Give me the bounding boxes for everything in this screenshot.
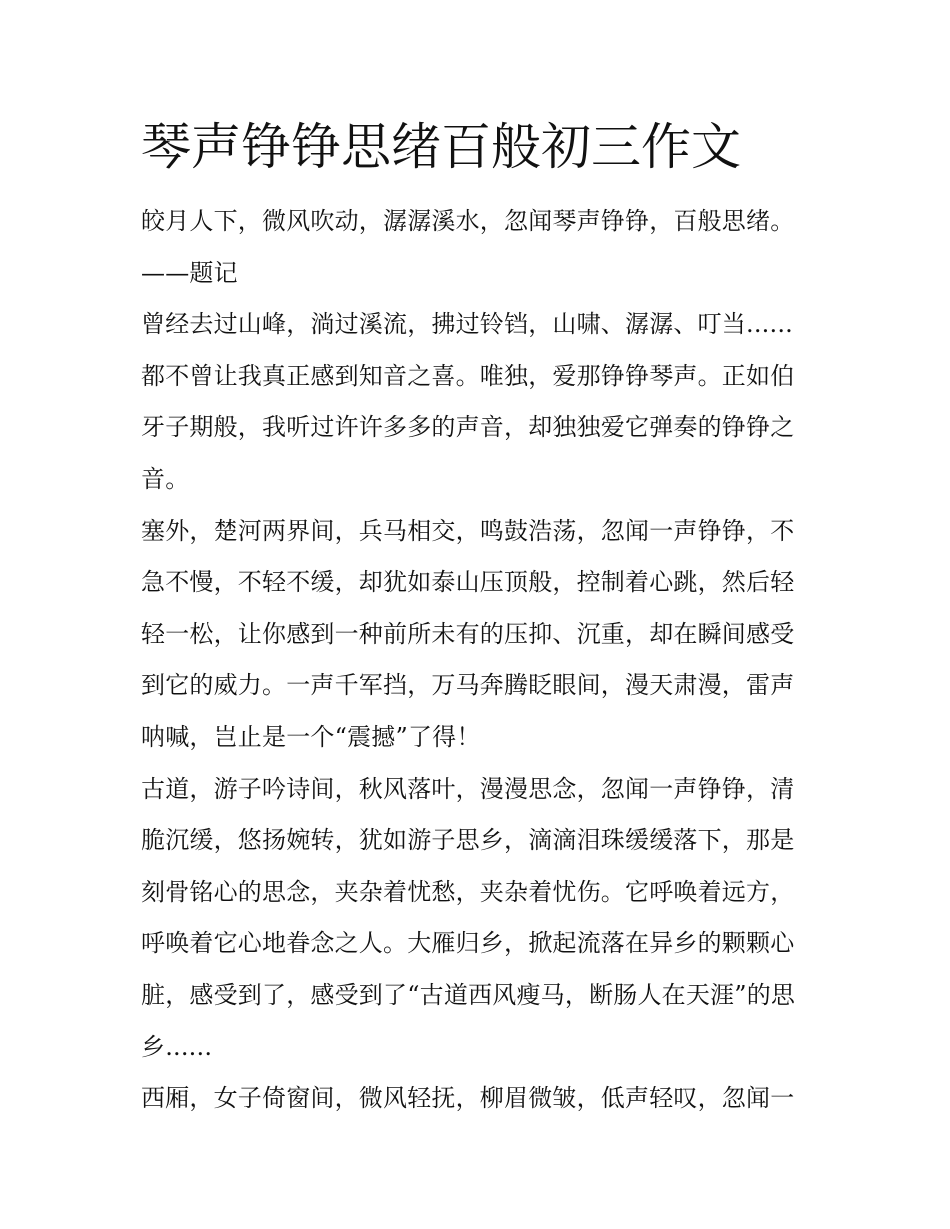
body-line: 轻一松，让你感到一种前所未有的压抑、沉重，却在瞬间感受 bbox=[141, 619, 795, 648]
body-line: 皎月人下，微风吹动，潺潺溪水，忽闻琴声铮铮，百般思绪。 bbox=[141, 207, 795, 235]
body-line: ——题记 bbox=[141, 258, 238, 287]
body-line: 脏，感受到了，感受到了“古道西风瘦马，断肠人在天涯”的思 bbox=[141, 980, 796, 1009]
body-line: 古道，游子吟诗间，秋风落叶，漫漫思念，忽闻一声铮铮，清 bbox=[141, 774, 795, 803]
body-line: 呼唤着它心地眷念之人。大雁归乡，掀起流落在异乡的颗颗心 bbox=[141, 929, 795, 958]
body-line: 塞外，楚河两界间，兵马相交，鸣鼓浩荡，忽闻一声铮铮，不 bbox=[141, 516, 795, 545]
body-line: 西厢，女子倚窗间，微风轻抚，柳眉微皱，低声轻叹，忽闻一 bbox=[141, 1084, 795, 1113]
body-line: 都不曾让我真正感到知音之喜。唯独，爱那铮铮琴声。正如伯 bbox=[141, 361, 795, 390]
body-line: 刻骨铭心的思念，夹杂着忧愁，夹杂着忧伤。它呼唤着远方， bbox=[141, 877, 795, 906]
body-line: 音。 bbox=[141, 464, 190, 493]
body-line: 急不慢，不轻不缓，却犹如泰山压顶般，控制着心跳，然后轻 bbox=[141, 568, 795, 597]
body-line: 曾经去过山峰，淌过溪流，拂过铃铛，山啸、潺潺、叮当...... bbox=[141, 310, 793, 339]
body-line: 脆沉缓，悠扬婉转，犹如游子思乡，滴滴泪珠缓缓落下，那是 bbox=[141, 826, 795, 855]
body-line: 到它的威力。一声千军挡，万马奔腾眨眼间，漫天肃漫，雷声 bbox=[141, 671, 795, 700]
body-line: 乡...... bbox=[141, 1032, 213, 1061]
document-body bbox=[141, 196, 813, 1125]
body-line: 呐喊，岂止是一个“震撼”了得！ bbox=[141, 722, 481, 751]
document-title: 琴声铮铮思绪百般初三作文 bbox=[141, 118, 741, 176]
body-line: 牙子期般，我听过许许多多的声音，却独独爱它弹奏的铮铮之 bbox=[141, 413, 795, 442]
